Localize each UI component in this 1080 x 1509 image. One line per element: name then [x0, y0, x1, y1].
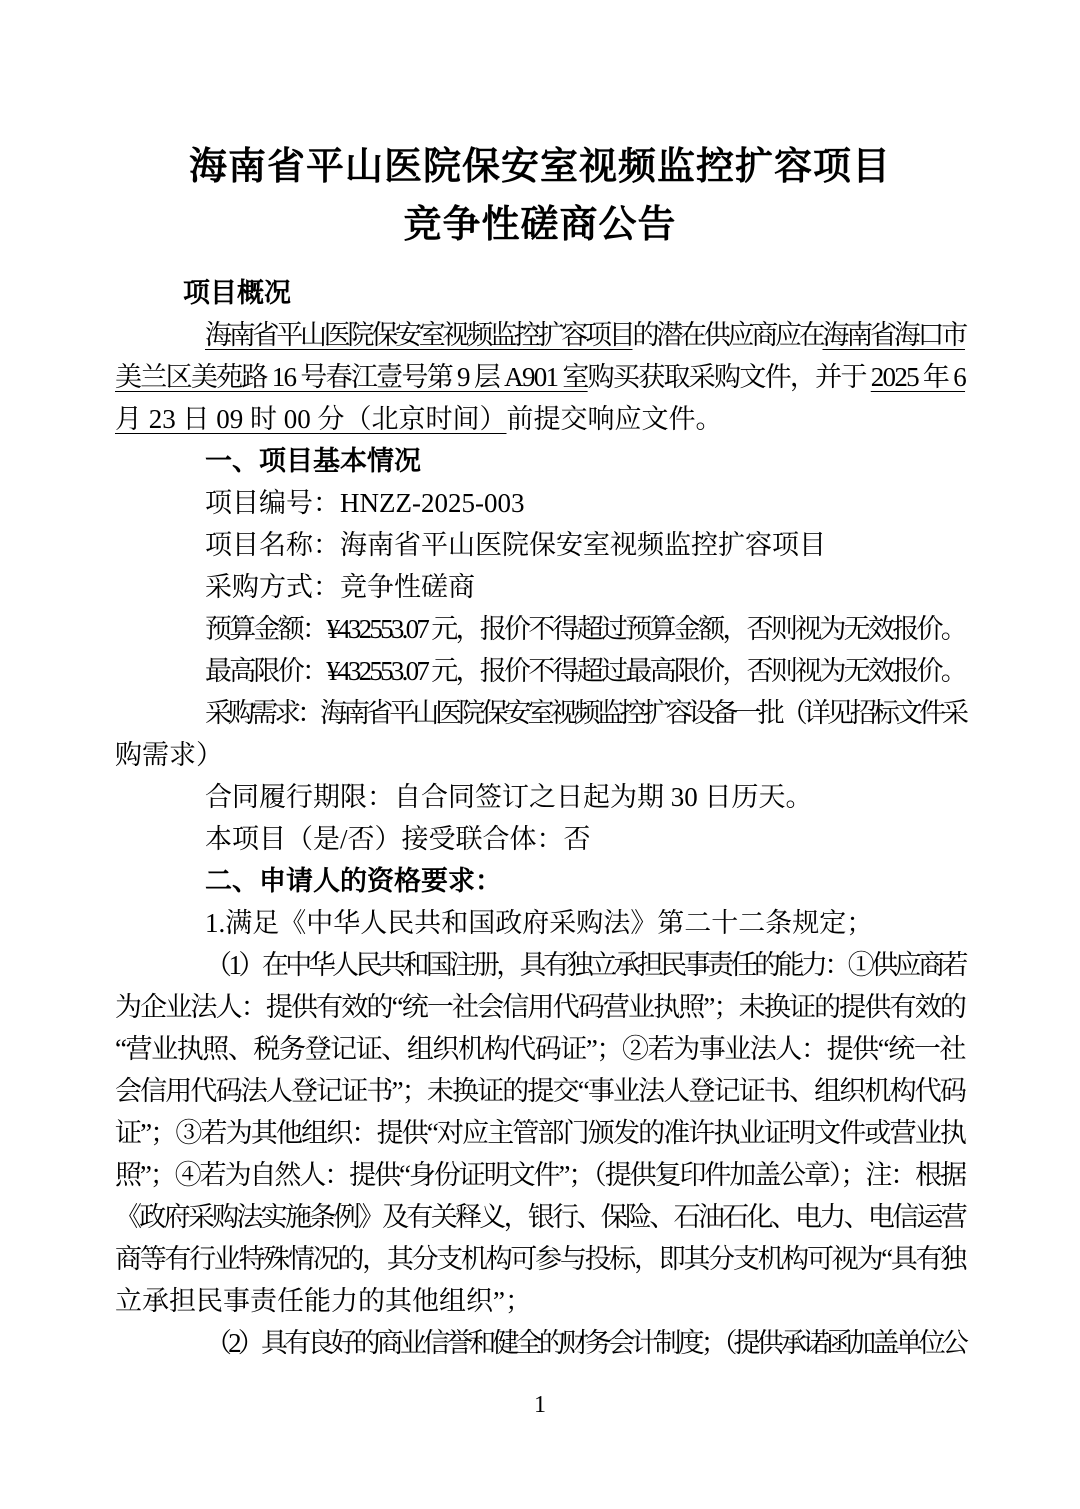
line-content	[115, 1160, 965, 1190]
text-run: 项目名称：海南省平山医院保安室视频监控扩容项目	[205, 530, 826, 560]
text-run: “营业执照、税务登记证、组织机构代码证”；②若为事业法人：提供“统一社	[115, 1034, 965, 1064]
document-body	[115, 272, 965, 1364]
line-content	[205, 530, 826, 560]
text-line	[115, 692, 965, 734]
text-run: 项目编号：HNZZ-2025-003	[205, 488, 525, 518]
text-line	[115, 902, 965, 944]
line-content	[205, 698, 965, 728]
text-line	[115, 1238, 965, 1280]
line-content	[205, 572, 475, 602]
text-run: 立承担民事责任能力的其他组织”；	[115, 1286, 532, 1316]
text-run: 1.满足《中华人民共和国政府采购法》第二十二条规定；	[205, 908, 874, 938]
line-content	[205, 950, 965, 980]
line-content	[205, 1328, 965, 1358]
underlined-text-run: 海南省海口市	[822, 320, 965, 350]
document-title	[0, 138, 1080, 254]
text-line	[115, 1196, 965, 1238]
line-content	[115, 1076, 965, 1106]
text-run: 购需求）	[115, 740, 223, 770]
text-line	[115, 944, 965, 986]
text-line	[115, 1280, 965, 1322]
text-line	[115, 818, 965, 860]
underlined-text-run: 海南省平山医院保安室视频监控扩容项目	[205, 320, 633, 350]
text-line	[115, 608, 965, 650]
text-run: 采购需求：海南省平山医院保安室视频监控扩容设备一批（详见招标文件采	[205, 698, 965, 728]
page-number: 1	[534, 1392, 546, 1418]
text-run: （1）在中华人民共和国注册，具有独立承担民事责任的能力：①供应商若	[205, 950, 965, 980]
text-run: 会信用代码法人登记证书”；未换证的提交“事业法人登记证书、组织机构代码	[115, 1076, 965, 1106]
line-content	[115, 1244, 965, 1274]
text-line	[115, 1070, 965, 1112]
line-content	[205, 908, 873, 938]
text-line	[115, 1154, 965, 1196]
heading-line	[115, 860, 965, 902]
text-run: 采购方式：竞争性磋商	[205, 572, 475, 602]
text-run: 项目概况	[183, 278, 291, 308]
text-run: 最高限价：¥432553.07 元，报价不得超过最高限价，否则视为无效报价。	[205, 656, 965, 686]
text-run: 为企业法人：提供有效的“统一社会信用代码营业执照”；未换证的提供有效的	[115, 992, 965, 1022]
text-line	[115, 314, 965, 356]
text-line	[115, 776, 965, 818]
text-line	[115, 1112, 965, 1154]
text-line	[115, 734, 965, 776]
text-run: 预算金额：¥432553.07 元，报价不得超过预算金额，否则视为无效报价。	[205, 614, 965, 644]
text-line	[115, 650, 965, 692]
underlined-text-run: 美兰区美苑路 16 号春江壹号第 9 层 A901 室	[115, 362, 588, 392]
text-run: 一、项目基本情况	[205, 446, 421, 476]
line-content	[205, 446, 421, 476]
text-line	[115, 566, 965, 608]
text-run: 二、申请人的资格要求：	[205, 866, 502, 896]
heading-line	[115, 440, 965, 482]
text-line	[115, 356, 965, 398]
text-run: 《政府采购法实施条例》及有关释义，银行、保险、石油石化、电力、电信运营	[115, 1202, 965, 1232]
text-run: 照”；④若为自然人：提供“身份证明文件”；（提供复印件加盖公章）；注：根据	[115, 1160, 965, 1190]
line-content	[205, 866, 502, 896]
text-line	[115, 524, 965, 566]
line-content	[205, 488, 524, 518]
underlined-text-run: 2025 年 6	[870, 362, 966, 392]
line-content	[115, 1202, 965, 1232]
line-content	[115, 1118, 965, 1148]
text-line	[115, 1322, 965, 1364]
line-content	[183, 278, 291, 308]
text-run: （2）具有良好的商业信誉和健全的财务会计制度；（提供承诺函加盖单位公	[205, 1328, 965, 1358]
text-line	[115, 398, 965, 440]
title-line-1: 海南省平山医院保安室视频监控扩容项目	[188, 146, 891, 188]
line-content	[115, 740, 223, 770]
line-content	[205, 782, 813, 812]
text-run: 的潜在供应商应在	[632, 320, 823, 350]
line-content	[205, 824, 591, 854]
line-content	[115, 1034, 965, 1064]
text-run: 证”；③若为其他组织：提供“对应主管部门颁发的准许执业证明文件或营业执	[115, 1118, 965, 1148]
text-run: 本项目（是/否）接受联合体：否	[205, 824, 591, 854]
text-line	[115, 1028, 965, 1070]
text-run: 商等有行业特殊情况的，其分支机构可参与投标，即其分支机构可视为“具有独	[115, 1244, 965, 1274]
text-run: 前提交响应文件。	[506, 404, 723, 434]
text-line	[115, 986, 965, 1028]
text-line	[115, 482, 965, 524]
underlined-text-run: 月 23 日 09 时 00 分（北京时间）	[115, 404, 507, 434]
line-content	[115, 992, 965, 1022]
line-content	[115, 362, 965, 392]
line-content	[115, 404, 723, 434]
line-content	[115, 1286, 532, 1316]
line-content	[205, 656, 965, 686]
heading-line	[115, 272, 965, 314]
line-content	[205, 614, 965, 644]
text-run: 购买获取采购文件，并于	[587, 362, 871, 392]
line-content	[205, 320, 965, 350]
title-line-2: 竞争性磋商公告	[403, 204, 677, 246]
text-run: 合同履行期限：自合同签订之日起为期 30 日历天。	[205, 782, 813, 812]
